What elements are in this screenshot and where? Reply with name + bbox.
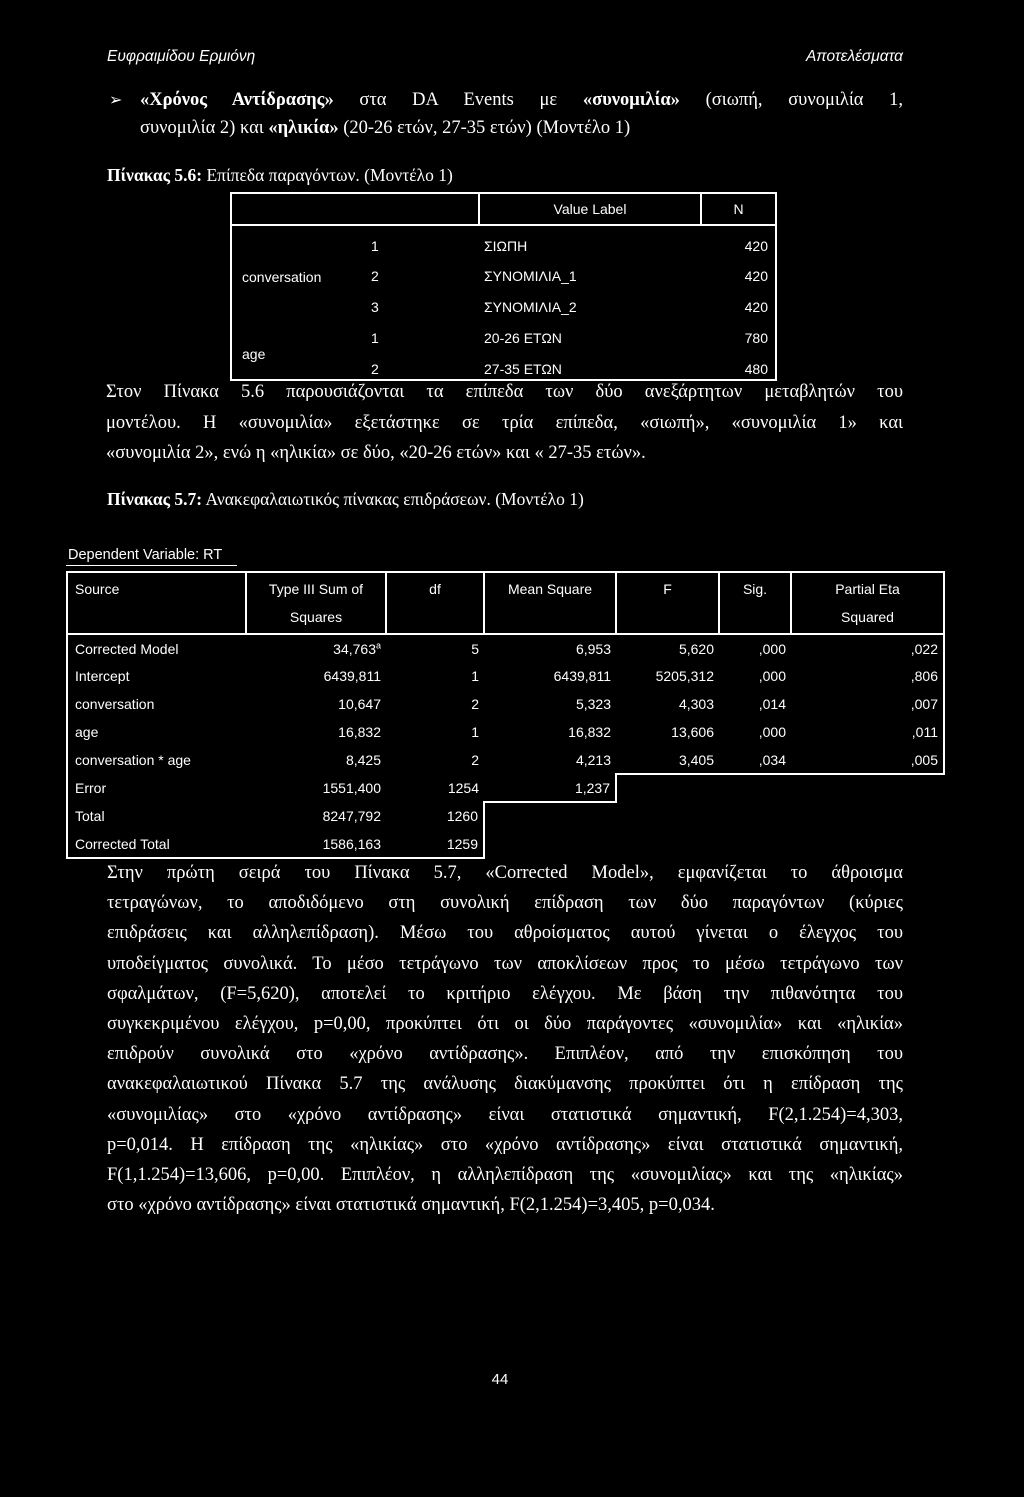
level-number: 1 <box>371 237 379 254</box>
table-5-7-caption <box>107 486 903 512</box>
paragraph-line: μοντέλου. Η «συνομιλία» εξετάστηκε σε τρία επίπεδα, «σιωπή», «συνομιλία 1» και <box>106 412 903 433</box>
empty-cell <box>791 802 944 830</box>
empty-cell <box>719 774 791 802</box>
value-label: ΣΥΝΟΜΙΛΙΑ_2 <box>484 299 577 315</box>
value-label: ΣΙΩΠΗ <box>484 237 528 254</box>
sum-of-squares-cell: 6439,811 <box>323 668 381 684</box>
df-cell: 1254 <box>447 780 479 796</box>
bullet-segment-bold: «ηλικία» <box>268 118 339 138</box>
empty-cell <box>616 802 719 830</box>
paragraph-factor-levels <box>106 377 903 469</box>
empty-cell <box>616 774 719 802</box>
table-row <box>67 830 944 858</box>
bullet-segment: στα DA Events με <box>359 90 558 110</box>
source-cell: conversation <box>67 690 246 718</box>
level-number: 3 <box>371 299 379 315</box>
page-number: 44 <box>491 1371 509 1388</box>
sum-of-squares-cell: 8,425 <box>345 752 381 768</box>
table-row <box>231 318 776 349</box>
paragraph-line: F(1,1.254)=13,606, p=0,00. Επιπλέον, η αλληλεπίδραση της «συνομιλίας» και της «ηλικίας» <box>107 1164 903 1185</box>
header-sig: Sig. <box>719 572 791 634</box>
table-row <box>67 690 944 718</box>
source-cell: age <box>67 718 246 746</box>
sum-of-squares-cell: 10,647 <box>338 696 381 712</box>
mean-square-cell: 5,323 <box>575 696 611 712</box>
df-cell: 2 <box>471 696 479 712</box>
n-value: 420 <box>701 225 776 256</box>
arrow-bullet-icon: ➢ <box>109 90 123 109</box>
header-text: Type III Sum of <box>268 581 364 597</box>
header-n: N <box>701 193 776 225</box>
bullet-segment: (σιωπή, συνομιλία 1, <box>705 90 904 110</box>
header-row <box>67 572 944 634</box>
factor-label: age <box>231 318 363 380</box>
caption-label: Πίνακας 5.7: <box>107 489 203 509</box>
paragraph-line: τετραγώνων, το αποδιδόμενο στη συνολική επίδραση των δύο παραγόντων (κύριες <box>107 893 903 914</box>
empty-cell <box>791 774 944 802</box>
level-number: 2 <box>363 349 479 380</box>
caption-text: Ανακεφαλαιωτικός πίνακας επιδράσεων. (Μοντέλο 1) <box>205 489 584 509</box>
paragraph-line: «συνομιλία 2», ενώ η «ηλικία» σε δύο, «20-26 ετών» και « 27-35 ετών». <box>106 443 646 463</box>
header-empty-cell <box>231 193 479 225</box>
paragraph-line: Στην πρώτη σειρά του Πίνακα 5.7, «Corrected Model», εμφανίζεται το άθροισμα <box>107 863 903 883</box>
source-cell: Corrected Model <box>67 634 246 662</box>
source-cell: Error <box>67 774 246 802</box>
paragraph-line: ανακεφαλαιωτικού Πίνακα 5.7 της ανάλυσης διακύμανσης προκύπτει ότι η επίδραση της <box>107 1074 903 1095</box>
table-5-6-caption <box>107 162 903 188</box>
n-value: 420 <box>701 256 776 287</box>
table-row <box>67 802 944 830</box>
header-source: Source <box>67 572 246 634</box>
header-df: df <box>386 572 484 634</box>
table-row <box>67 774 944 802</box>
partial-eta-cell: ,011 <box>791 718 944 746</box>
header-row <box>231 193 776 225</box>
empty-cell <box>616 830 719 858</box>
n-value: 480 <box>701 349 776 380</box>
df-cell: 2 <box>471 752 479 768</box>
mean-square-cell: 1,237 <box>484 774 616 802</box>
value-label: ΣΥΝΟΜΙΛΙΑ_1 <box>484 268 577 284</box>
mean-square-cell: 6,953 <box>575 640 611 657</box>
bullet-segment-bold: «συνομιλία» <box>582 90 680 110</box>
partial-eta-cell: ,806 <box>791 662 944 690</box>
n-value: 420 <box>701 287 776 318</box>
paragraph-line: «συνομιλίας» στο «χρόνο αντίδρασης» είναι στατιστικά σημαντική, F(2,1.254)=4,303, <box>107 1104 903 1125</box>
df-cell: 5 <box>471 640 479 657</box>
mean-square-cell: 4,213 <box>575 752 611 768</box>
sum-of-squares-cell <box>246 634 386 662</box>
sig-cell: ,034 <box>719 746 791 774</box>
header-author: Ευφραιμίδου Ερμιόνη <box>107 48 256 65</box>
header-value-label: Value Label <box>479 193 701 225</box>
empty-cell <box>719 830 791 858</box>
sig-cell: ,014 <box>758 696 786 712</box>
paragraph-line: σφαλμάτων, (F=5,620), αποτελεί το κριτήριο ελέγχου. Με βάση την πιθανότητα του <box>107 983 903 1004</box>
value-label: 20-26 ΕΤΩΝ <box>484 330 562 346</box>
bullet-text <box>140 86 903 142</box>
empty-cell <box>791 830 944 858</box>
value-label: 27-35 ΕΤΩΝ <box>479 349 701 380</box>
f-cell: 3,405 <box>616 746 719 774</box>
f-cell: 4,303 <box>678 696 714 712</box>
paragraph-line: επιδρούν συνολικά στο «χρόνο αντίδρασης». Επιπλέον, από την επισκόπηση του <box>107 1044 903 1065</box>
paragraph-line: στο «χρόνο αντίδρασης» είναι στατιστικά σημαντική, F(2,1.254)=3,405, p=0,034. <box>107 1195 715 1216</box>
level-number: 2 <box>371 268 379 284</box>
table-row <box>67 662 944 690</box>
factor-label: conversation <box>231 225 363 318</box>
source-cell: Intercept <box>67 662 246 690</box>
sig-cell: ,000 <box>758 640 786 657</box>
caption-text: Επίπεδα παραγόντων. (Μοντέλο 1) <box>206 165 453 185</box>
header-text: Partial Eta <box>835 581 900 597</box>
sum-of-squares-cell: 1586,163 <box>246 830 386 858</box>
partial-eta-cell: ,005 <box>791 746 944 774</box>
bullet-line-2 <box>140 114 903 142</box>
f-cell: 5,620 <box>678 640 714 657</box>
bullet-segment: συνομιλία 2) και <box>140 118 264 138</box>
df-cell: 1 <box>471 668 479 684</box>
header-mean-square: Mean Square <box>484 572 616 634</box>
level-number: 1 <box>371 330 379 346</box>
header-f: F <box>616 572 719 634</box>
df-cell: 1260 <box>386 802 484 830</box>
table-row <box>231 225 776 256</box>
sum-of-squares-cell: 16,832 <box>338 724 381 740</box>
paragraph-line: p=0,014. Η επίδραση της «ηλικίας» στο «χρόνο αντίδρασης» είναι στατιστικά σημαντική, <box>107 1134 903 1155</box>
mean-square-cell: 16,832 <box>568 724 611 740</box>
source-cell: Total <box>67 802 246 830</box>
sig-cell: ,000 <box>758 724 786 740</box>
bullet-segment: (20-26 ετών, 27-35 ετών) (Μοντέλο 1) <box>343 118 631 138</box>
df-cell: 1 <box>471 724 479 740</box>
paragraph-line: συγκεκριμένου ελέγχου, p=0,00, προκύπτει ότι οι δύο παράγοντες «συνομιλία» και «ηλικία» <box>107 1013 903 1034</box>
bullet-line-1 <box>140 86 903 114</box>
table-row <box>67 718 944 746</box>
caption-label: Πίνακας 5.6: <box>107 165 203 185</box>
mean-square-cell: 6439,811 <box>553 668 611 684</box>
header-sum-of-squares <box>246 572 386 634</box>
paragraph-line: υποδείγματος συνολικά. Το μέσο τετράγωνο των αποκλίσεων προς το μέσω τετράγωνο των <box>107 953 903 974</box>
sum-of-squares-cell: 8247,792 <box>322 808 381 824</box>
effects-summary-table <box>66 571 945 859</box>
paragraph-line: επιδράσεις και αλληλεπίδραση). Μέσω του αθροίσματος αυτού γίνεται ο έλεγχος του <box>107 923 903 944</box>
cell-value: 34,763 <box>333 640 376 657</box>
partial-eta-cell: ,022 <box>791 634 944 662</box>
header-section: Αποτελέσματα <box>805 48 903 65</box>
header-partial-eta <box>791 572 944 634</box>
empty-cell <box>719 802 791 830</box>
sum-of-squares-cell: 1551,400 <box>322 780 381 796</box>
header-text: Squared <box>841 609 894 625</box>
n-value: 780 <box>701 318 776 349</box>
bullet-segment-bold: «Χρόνος Αντίδρασης» <box>140 90 334 110</box>
source-cell: Corrected Total <box>67 830 246 858</box>
running-header <box>107 46 903 68</box>
bullet-heading <box>107 86 903 142</box>
table-row <box>67 746 944 774</box>
footnote-marker: a <box>375 639 381 650</box>
f-cell: 5205,312 <box>655 668 714 684</box>
empty-cell <box>484 830 616 858</box>
sig-cell: ,000 <box>758 668 786 684</box>
factor-levels-table <box>230 192 777 381</box>
f-cell: 13,606 <box>671 724 714 740</box>
paragraph-line: Στον Πίνακα 5.6 παρουσιάζονται τα επίπεδα των δύο ανεξάρτητων μεταβλητών του <box>106 382 903 402</box>
source-cell: conversation * age <box>67 746 246 774</box>
paragraph-effects-discussion <box>107 858 903 1220</box>
empty-cell <box>484 802 616 830</box>
df-cell: 1259 <box>386 830 484 858</box>
table-row <box>67 634 944 662</box>
header-text: Squares <box>289 609 343 625</box>
partial-eta-cell: ,007 <box>791 690 944 718</box>
dependent-variable-label: Dependent Variable: RT <box>66 546 237 566</box>
